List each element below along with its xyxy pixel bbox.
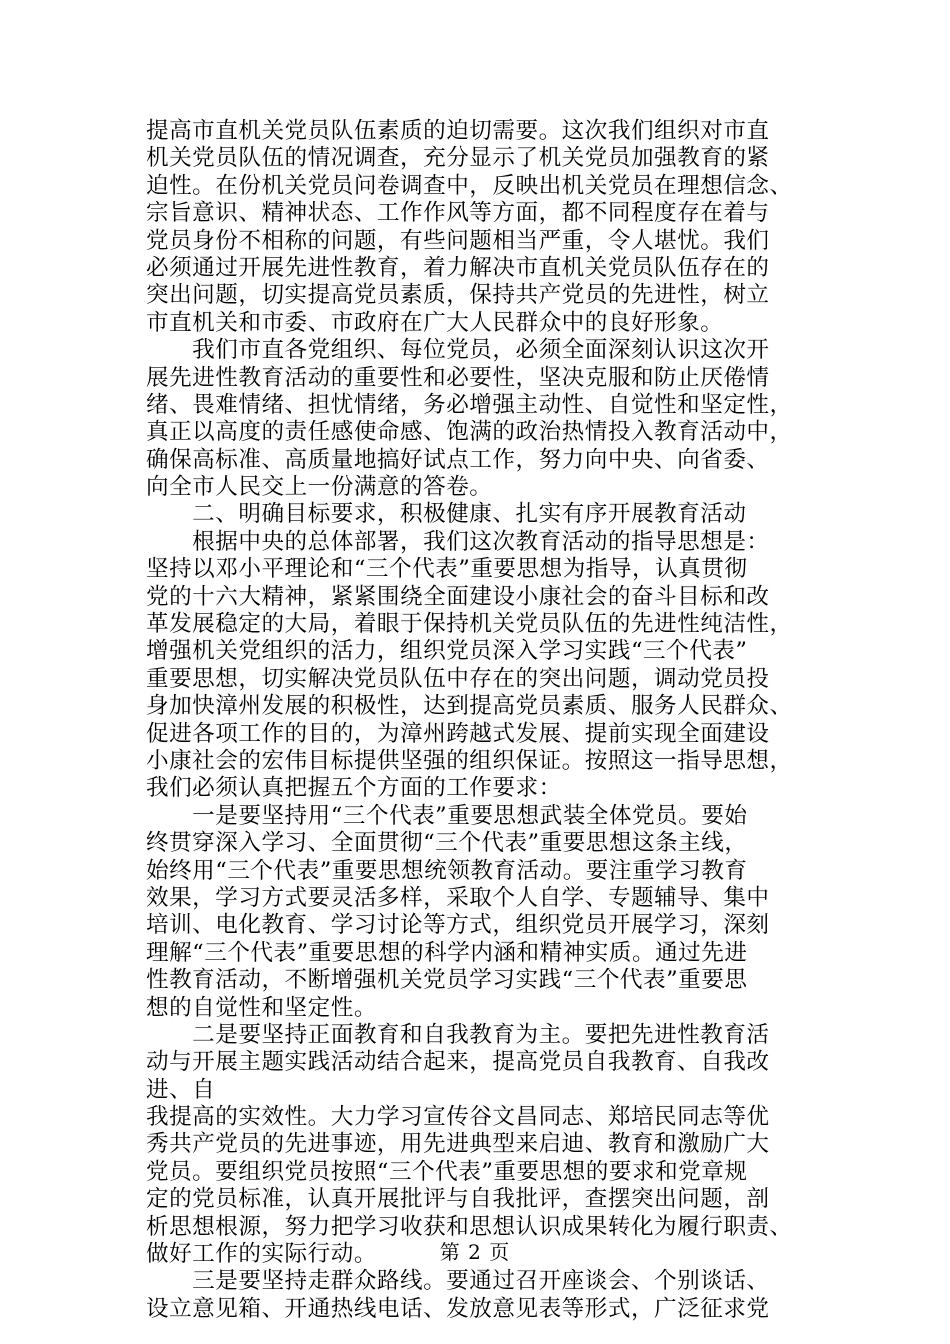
text-line: 坚持以邓小平理论和“三个代表”重要思想为指导，认真贯彻	[146, 556, 748, 583]
text-line: 机关党员队伍的情况调查，充分显示了机关党员加强教育的紧	[146, 145, 770, 172]
text-line: 促进各项工作的目的，为漳州跨越式发展、提前实现全面建设	[146, 720, 770, 747]
text-line: 展先进性教育活动的重要性和必要性，坚决克服和防止厌倦情	[146, 364, 770, 391]
text-line: 进、自	[146, 1076, 216, 1103]
text-line: 二是要坚持正面教育和自我教育为主。要把先进性教育活	[146, 1021, 770, 1048]
text-line: 终贯穿深入学习、全面贯彻“三个代表”重要思想这条主线，	[146, 830, 748, 857]
text-line: 我们市直各党组织、每位党员，必须全面深刻认识这次开	[146, 337, 770, 364]
text-line: 一是要坚持用“三个代表”重要思想武装全体党员。要始	[146, 802, 748, 829]
text-line: 增强机关党组织的活力，组织党员深入学习实践“三个代表”	[146, 638, 748, 665]
text-line: 培训、电化教育、学习讨论等方式，组织党员开展学习，深刻	[146, 912, 770, 939]
text-line: 二、明确目标要求，积极健康、扎实有序开展教育活动	[146, 501, 747, 528]
text-line: 宗旨意识、精神状态、工作作风等方面，都不同程度存在着与	[146, 200, 770, 227]
text-line: 党员。要组织党员按照“三个代表”重要思想的要求和党章规	[146, 1158, 748, 1185]
text-line: 小康社会的宏伟目标提供坚强的组织保证。按照这一指导思想，	[146, 747, 793, 774]
text-line: 根据中央的总体部署，我们这次教育活动的指导思想是：	[146, 528, 770, 555]
text-line: 市直机关和市委、市政府在广大人民群众中的良好形象。	[146, 309, 724, 336]
text-line: 效果，学习方式要灵活多样，采取个人自学、专题辅导、集中	[146, 884, 770, 911]
page-number: 第 2 页	[439, 1240, 511, 1264]
text-line: 性教育活动，不断增强机关党员学习实践“三个代表”重要思	[146, 967, 748, 994]
text-line: 革发展稳定的大局，着眼于保持机关党员队伍的先进性纯洁性，	[146, 611, 793, 638]
text-line: 党的十六大精神，紧紧围绕全面建设小康社会的奋斗目标和改	[146, 583, 770, 610]
text-line: 秀共产党员的先进事迹，用先进典型来启迪、教育和激励广大	[146, 1131, 770, 1158]
body-text	[146, 118, 816, 1323]
text-line: 迫性。在份机关党员问卷调查中，反映出机关党员在理想信念、	[146, 172, 793, 199]
text-line: 定的党员标准，认真开展批评与自我批评，查摆突出问题，剖	[146, 1186, 770, 1213]
text-line: 始终用“三个代表”重要思想统领教育活动。要注重学习教育	[146, 857, 748, 884]
text-line: 真正以高度的责任感使命感、饱满的政治热情投入教育活动中，	[146, 419, 793, 446]
text-line: 确保高标准、高质量地搞好试点工作，努力向中央、向省委、	[146, 446, 770, 473]
text-line: 向全市人民交上一份满意的答卷。	[146, 474, 493, 501]
text-line: 提高市直机关党员队伍素质的迫切需要。这次我们组织对市直	[146, 118, 770, 144]
text-line: 理解“三个代表”重要思想的科学内涵和精神实质。通过先进	[146, 939, 748, 966]
text-line: 三是要坚持走群众路线。要通过召开座谈会、个别谈话、	[146, 1268, 770, 1295]
text-line: 绪、畏难情绪、担忧情绪，务必增强主动性、自觉性和坚定性，	[146, 391, 793, 418]
text-line: 设立意见箱、开通热线电话、发放意见表等形式，广泛征求党	[146, 1295, 770, 1322]
text-line: 想的自觉性和坚定性。	[146, 994, 377, 1021]
text-line: 党员身份不相称的问题，有些问题相当严重，令人堪忧。我们	[146, 227, 770, 254]
text-line: 身加快漳州发展的积极性，达到提高党员素质、服务人民群众、	[146, 693, 793, 720]
text-line: 重要思想，切实解决党员队伍中存在的突出问题，调动党员投	[146, 665, 770, 692]
text-line: 我提高的实效性。大力学习宣传谷文昌同志、郑培民同志等优	[146, 1104, 770, 1131]
text-line: 必须通过开展先进性教育，着力解决市直机关党员队伍存在的	[146, 254, 770, 281]
text-line: 我们必须认真把握五个方面的工作要求：	[146, 775, 562, 802]
text-line: 动与开展主题实践活动结合起来，提高党员自我教育、自我改	[146, 1049, 770, 1076]
text-line: 突出问题，切实提高党员素质，保持共产党员的先进性，树立	[146, 282, 770, 309]
text-line: 做好工作的实际行动。	[146, 1241, 377, 1268]
text-line: 析思想根源，努力把学习收获和思想认识成果转化为履行职责、	[146, 1213, 793, 1240]
